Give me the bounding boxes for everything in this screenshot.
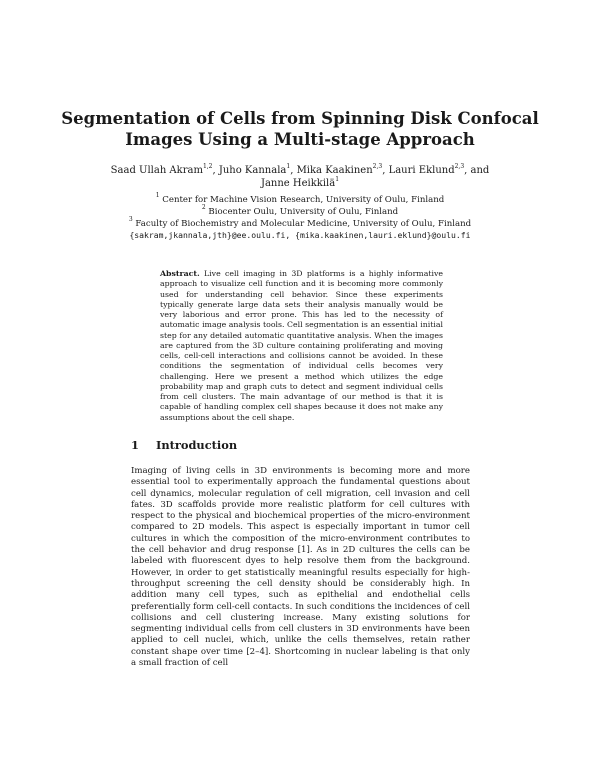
section-number: 1: [131, 438, 139, 452]
affiliation-item: [110, 192, 490, 207]
introduction-text: Imaging of living cells in 3D environments is becoming more and more essential tool to experimentally approach the fundamental questions about cell dynamics, molecular regulation of cell migration, cell invasion and cell fates. 3D scaffolds provide more realistic platform for cell cultures with respect to the physical and biochemical properties of the micro-environment compared to 2D models. This aspect is especially important in tumor cell cultures in which the composition of the micro-environment contributes to the cell behavior and drug response [1]. As in 2D cultures the cells can be labeled with fluorescent dyes to help resolve them from the background. However, in order to get statistically meaningful results especially for high-throughput screening the cell density should be considerably high. In addition many cell types, such as epithelial and endothelial cells preferentially form cell-cell contacts. In such conditions the incidences of cell collisions and cell clustering increase. Many existing solutions for segmenting individual cells from cell clusters in 3D environments have been applied to cell nuclei, which, unlike the cells themselves, retain rather constant shape over time [2–4]. Shortcoming in nuclear labeling is that only a small fraction of cell: [131, 466, 470, 669]
abstract: [160, 269, 443, 423]
author-separator: ,: [212, 165, 219, 176]
affiliation-text: Biocenter Oulu, University of Oulu, Finland: [208, 206, 399, 217]
affiliation-item: [110, 215, 490, 231]
abstract-label: Abstract.: [160, 269, 200, 278]
author-separator: ,: [382, 165, 389, 176]
author-separator: ,: [290, 165, 297, 176]
author-name: Juho Kannala: [218, 165, 287, 176]
author-name: Lauri Eklund: [388, 165, 455, 176]
section-title: Introduction: [156, 438, 238, 452]
abstract-text: Live cell imaging in 3D platforms is a highly informative approach to visualize cell function and it is becoming more commonly used for understanding cell behavior. Since these experiments typically generate large data sets their analysis manually would be very laborious and error prone. This has led to the necessity of automatic image analysis tools. Cell segmentation is an essential initial step for any detailed automatic quantitative analysis. When the images are captured from the 3D culture containing proliferating and moving cells, cell-cell interactions and collisions cannot be avoided. In these conditions the segmentation of individual cells becomes very challenging. Here we present a method which utilizes the edge probability map and graph cuts to detect and segment individual cells from cell clusters. The main advantage of our method is that it is capable of handling complex cell shapes because it does not make any assumptions about the cell shape.: [160, 269, 443, 422]
affiliation-list: [110, 192, 490, 242]
affiliation-text: Center for Machine Vision Research, University of Oulu, Finland: [162, 195, 445, 205]
author-list: [110, 164, 490, 190]
author-separator: , and: [464, 165, 490, 176]
affiliation-number: 2: [201, 203, 206, 211]
section-heading: [131, 438, 237, 452]
affiliation-item: [110, 203, 490, 219]
paper-title: Segmentation of Cells from Spinning Disk Confocal Images Using a Multi-stage Approach: [61, 109, 539, 149]
author-affiliation-mark: 2,3: [372, 162, 383, 170]
affiliation-number: 1: [155, 192, 160, 200]
affiliation-text: Faculty of Biochemistry and Molecular Medicine, University of Oulu, Finland: [135, 218, 472, 229]
author-name: Saad Ullah Akram: [110, 165, 203, 176]
author-affiliation-mark: 2,3: [454, 162, 465, 170]
author-emails: {sakram,jkannala,jth}@ee.oulu.fi, {mika.kaakinen,lauri.eklund}@oulu.fi: [129, 230, 471, 241]
author-affiliation-mark: 1: [335, 175, 340, 183]
author-name: Janne Heikkilä: [260, 178, 336, 189]
affiliation-number: 3: [128, 215, 133, 223]
author-affiliation-mark: 1: [286, 162, 291, 170]
author-name: Mika Kaakinen: [296, 165, 373, 176]
author-affiliation-mark: 1,2: [202, 162, 213, 170]
